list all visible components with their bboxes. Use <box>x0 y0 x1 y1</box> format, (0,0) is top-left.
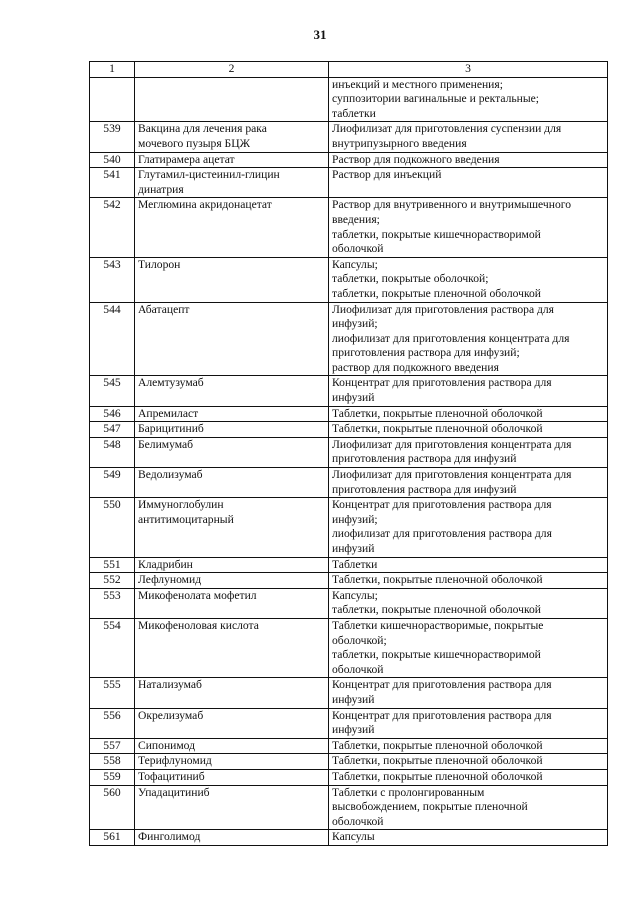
drug-name-line: Вакцина для лечения рака <box>138 122 267 136</box>
dosage-form-line: таблетки, покрытые пленочной оболочкой <box>332 603 541 617</box>
table-row <box>90 708 608 738</box>
dosage-form-line: Капсулы; <box>332 257 378 271</box>
row-number: 548 <box>90 437 135 467</box>
dosage-form-cell <box>329 257 608 302</box>
dosage-form-cell <box>329 769 608 785</box>
column-header-name: 2 <box>135 62 329 78</box>
table-row <box>90 785 608 830</box>
drug-name-cell <box>135 422 329 438</box>
row-number: 546 <box>90 406 135 422</box>
drug-name-cell <box>135 198 329 257</box>
dosage-form-cell <box>329 437 608 467</box>
dosage-form-line: Лиофилизат для приготовления концентрата для <box>332 437 572 451</box>
drug-name-line: Микофенолата мофетил <box>138 588 257 602</box>
dosage-form-line: высвобождением, покрытые пленочной <box>332 800 528 814</box>
row-number: 541 <box>90 168 135 198</box>
dosage-form-cell <box>329 785 608 830</box>
drug-name-line: антитимоцитарный <box>138 512 234 526</box>
dosage-form-line: таблетки, покрытые кишечнорастворимой <box>332 227 541 241</box>
drug-name-line: Тилорон <box>138 257 181 271</box>
dosage-form-cell <box>329 422 608 438</box>
dosage-form-line: суппозитории вагинальные и ректальные; <box>332 92 540 106</box>
table-row <box>90 422 608 438</box>
row-number: 558 <box>90 754 135 770</box>
dosage-form-line: приготовления раствора для инфузий <box>332 482 517 496</box>
dosage-form-cell <box>329 168 608 198</box>
drug-name-cell <box>135 257 329 302</box>
table-row <box>90 168 608 198</box>
dosage-form-cell <box>329 498 608 557</box>
table-row <box>90 468 608 498</box>
dosage-form-line: Раствор для внутривенного и внутримышечного <box>332 198 572 212</box>
table-row <box>90 557 608 573</box>
dosage-form-line: инфузий <box>332 391 375 405</box>
dosage-form-line: Таблетки с пролонгированным <box>332 785 485 799</box>
drug-name-cell <box>135 437 329 467</box>
drug-name-line: мочевого пузыря БЦЖ <box>138 136 250 150</box>
drug-name-line: Меглюмина акридонацетат <box>138 198 272 212</box>
dosage-form-line: лиофилизат для приготовления раствора для <box>332 527 552 541</box>
table-row <box>90 122 608 152</box>
dosage-form-line: Концентрат для приготовления раствора для <box>332 708 552 722</box>
dosage-form-cell <box>329 708 608 738</box>
dosage-form-cell <box>329 754 608 770</box>
drug-name-cell <box>135 573 329 589</box>
dosage-form-line: таблетки, покрытые кишечнорастворимой <box>332 648 541 662</box>
drug-name-cell <box>135 738 329 754</box>
drug-name-cell <box>135 406 329 422</box>
dosage-form-line: Таблетки, покрытые пленочной оболочкой <box>332 573 543 587</box>
dosage-form-cell <box>329 678 608 708</box>
row-number: 539 <box>90 122 135 152</box>
drug-name-line: динатрия <box>138 182 184 196</box>
dosage-form-line: инфузий; <box>332 317 378 331</box>
drug-name-cell <box>135 588 329 618</box>
dosage-form-line: оболочкой <box>332 662 384 676</box>
dosage-form-line: Капсулы; <box>332 588 378 602</box>
table-row <box>90 152 608 168</box>
table-row <box>90 198 608 257</box>
dosage-form-line: Таблетки, покрытые пленочной оболочкой <box>332 738 543 752</box>
drug-name-cell <box>135 754 329 770</box>
drug-name-cell <box>135 152 329 168</box>
dosage-form-cell <box>329 152 608 168</box>
table-body <box>90 77 608 845</box>
row-number: 550 <box>90 498 135 557</box>
dosage-form-cell <box>329 618 608 677</box>
row-number: 551 <box>90 557 135 573</box>
dosage-form-line: Таблетки <box>332 557 378 571</box>
dosage-form-line: Концентрат для приготовления раствора для <box>332 498 552 512</box>
row-number: 545 <box>90 376 135 406</box>
dosage-form-line: инфузий <box>332 723 375 737</box>
drug-name-line: Ведолизумаб <box>138 468 203 482</box>
dosage-form-line: Таблетки, покрытые пленочной оболочкой <box>332 769 543 783</box>
row-number: 544 <box>90 302 135 376</box>
dosage-form-line: Таблетки, покрытые пленочной оболочкой <box>332 754 543 768</box>
table-row <box>90 754 608 770</box>
drug-name-cell <box>135 830 329 846</box>
dosage-form-line: Лиофилизат для приготовления суспензии для <box>332 122 562 136</box>
dosage-form-cell <box>329 376 608 406</box>
drug-name-line: Лефлуномид <box>138 573 202 587</box>
dosage-form-line: оболочкой <box>332 814 384 828</box>
drug-name-line: Упадацитиниб <box>138 785 210 799</box>
drug-name-cell <box>135 708 329 738</box>
dosage-form-line: оболочкой; <box>332 633 387 647</box>
dosage-form-cell <box>329 468 608 498</box>
table-row <box>90 498 608 557</box>
row-number: 555 <box>90 678 135 708</box>
column-header-number: 1 <box>90 62 135 78</box>
drug-name-cell <box>135 498 329 557</box>
row-number: 549 <box>90 468 135 498</box>
dosage-form-line: лиофилизат для приготовления концентрата для <box>332 331 570 345</box>
page-number: 31 <box>313 27 327 42</box>
dosage-form-line: инфузий; <box>332 512 378 526</box>
dosage-form-cell <box>329 557 608 573</box>
drug-name-cell <box>135 678 329 708</box>
dosage-form-cell <box>329 738 608 754</box>
dosage-form-line: Таблетки кишечнорастворимые, покрытые <box>332 618 544 632</box>
drug-name-line: Белимумаб <box>138 437 194 451</box>
dosage-form-cell <box>329 122 608 152</box>
table-row <box>90 738 608 754</box>
drug-name-line: Натализумаб <box>138 678 202 692</box>
dosage-form-line: введения; <box>332 212 380 226</box>
dosage-form-line: Раствор для инъекций <box>332 168 442 182</box>
dosage-form-line: инфузий <box>332 542 375 555</box>
dosage-form-line: инъекций и местного применения; <box>332 77 503 91</box>
row-number: 559 <box>90 769 135 785</box>
drug-name-line: Абатацепт <box>138 302 190 316</box>
drug-name-cell <box>135 122 329 152</box>
dosage-form-cell <box>329 77 608 122</box>
table-row <box>90 302 608 376</box>
dosage-form-line: внутрипузырного введения <box>332 136 467 150</box>
drug-name-cell <box>135 785 329 830</box>
row-number: 542 <box>90 198 135 257</box>
drug-name-cell <box>135 618 329 677</box>
drug-name-line: Глатирамера ацетат <box>138 152 235 166</box>
dosage-form-line: Таблетки, покрытые пленочной оболочкой <box>332 406 543 420</box>
drug-name-cell <box>135 769 329 785</box>
drug-name-cell <box>135 557 329 573</box>
drug-name-line: Кладрибин <box>138 557 193 571</box>
row-number: 560 <box>90 785 135 830</box>
table-row <box>90 406 608 422</box>
table-row <box>90 257 608 302</box>
dosage-form-line: таблетки, покрытые оболочкой; <box>332 272 489 286</box>
drug-name-line: Финголимод <box>138 830 201 844</box>
table-row <box>90 588 608 618</box>
drug-name-cell <box>135 376 329 406</box>
row-number: 556 <box>90 708 135 738</box>
table-row <box>90 618 608 677</box>
dosage-form-line: оболочкой <box>332 242 384 256</box>
dosage-form-cell <box>329 302 608 376</box>
drug-name-line: Глутамил-цистеинил-глицин <box>138 168 280 182</box>
dosage-form-cell <box>329 198 608 257</box>
table-row <box>90 437 608 467</box>
row-number: 554 <box>90 618 135 677</box>
drug-name-cell <box>135 168 329 198</box>
dosage-form-line: Концентрат для приготовления раствора для <box>332 678 552 692</box>
drug-name-line: Апремиласт <box>138 406 199 420</box>
table-row <box>90 830 608 846</box>
drug-name-line: Алемтузумаб <box>138 376 204 390</box>
dosage-form-line: Таблетки, покрытые пленочной оболочкой <box>332 422 543 436</box>
drug-name-line: Барицитиниб <box>138 422 204 436</box>
drug-name-cell <box>135 468 329 498</box>
dosage-form-line: приготовления раствора для инфузий; <box>332 346 520 360</box>
table-header <box>90 62 608 78</box>
dosage-form-line: Раствор для подкожного введения <box>332 152 500 166</box>
dosage-form-line: Концентрат для приготовления раствора для <box>332 376 552 390</box>
drug-name-cell <box>135 302 329 376</box>
dosage-form-cell <box>329 830 608 846</box>
dosage-form-line: Капсулы <box>332 830 375 844</box>
drug-name-line: Сипонимод <box>138 738 196 752</box>
row-number: 553 <box>90 588 135 618</box>
row-number: 557 <box>90 738 135 754</box>
dosage-form-line: Лиофилизат для приготовления концентрата для <box>332 468 572 482</box>
column-header-form: 3 <box>329 62 608 78</box>
drug-name-line: Иммуноглобулин <box>138 498 224 512</box>
drug-table <box>89 61 608 846</box>
row-number <box>90 77 135 122</box>
drug-name-line: Окрелизумаб <box>138 708 204 722</box>
row-number: 552 <box>90 573 135 589</box>
drug-name-line: Тофацитиниб <box>138 769 205 783</box>
dosage-form-cell <box>329 406 608 422</box>
row-number: 540 <box>90 152 135 168</box>
row-number: 547 <box>90 422 135 438</box>
row-number: 561 <box>90 830 135 846</box>
drug-name-line: Терифлуномид <box>138 754 212 768</box>
dosage-form-line: приготовления раствора для инфузий <box>332 452 517 466</box>
drug-name-cell <box>135 77 329 122</box>
table-row <box>90 376 608 406</box>
table-row <box>90 573 608 589</box>
drug-name-line: Микофеноловая кислота <box>138 618 259 632</box>
dosage-form-line: Лиофилизат для приготовления раствора для <box>332 302 555 316</box>
table-row <box>90 77 608 122</box>
dosage-form-cell <box>329 588 608 618</box>
row-number: 543 <box>90 257 135 302</box>
table-row <box>90 678 608 708</box>
header-row <box>90 62 608 78</box>
dosage-form-line: раствор для подкожного введения <box>332 360 499 374</box>
dosage-form-line: таблетки <box>332 106 376 120</box>
table-row <box>90 769 608 785</box>
dosage-form-line: таблетки, покрытые пленочной оболочкой <box>332 286 541 300</box>
dosage-form-line: инфузий <box>332 692 375 706</box>
dosage-form-cell <box>329 573 608 589</box>
